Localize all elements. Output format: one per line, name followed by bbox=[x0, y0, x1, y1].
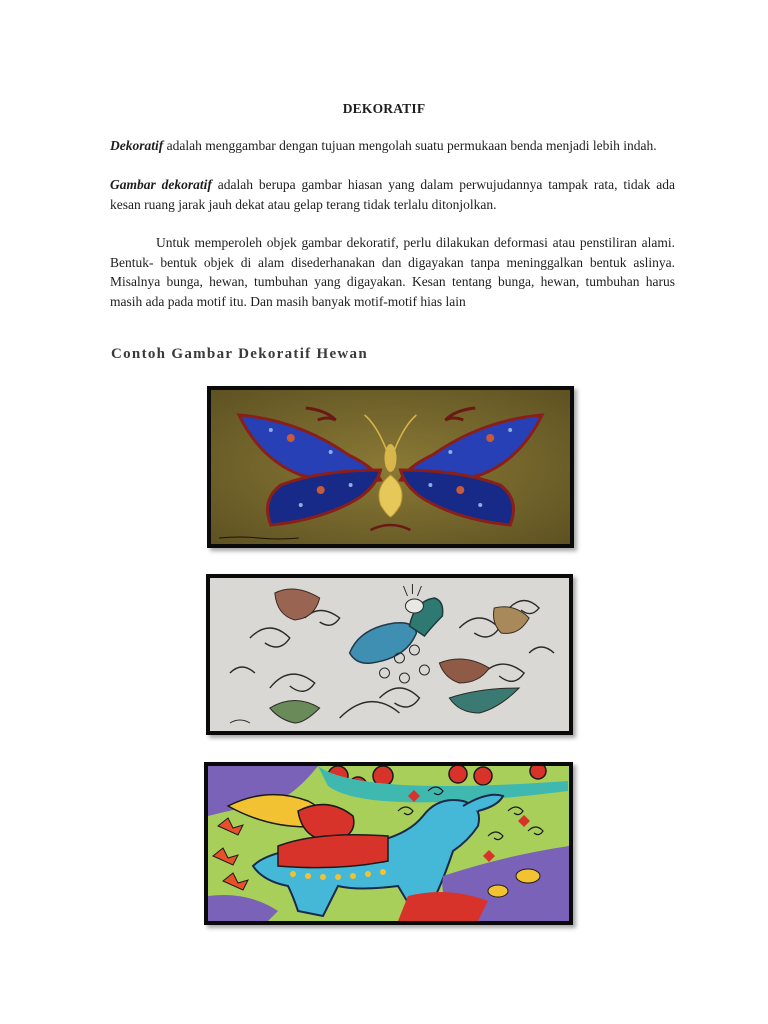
figure-peacock bbox=[206, 574, 573, 735]
peacock-illustration-icon bbox=[210, 578, 569, 731]
term-dekoratif: Dekoratif bbox=[110, 138, 164, 153]
butterfly-illustration-icon bbox=[211, 390, 570, 544]
term-gambar-dekoratif: Gambar dekoratif bbox=[110, 177, 212, 192]
definition-text: adalah berupa gambar hiasan yang dalam perwujudannya tampak rata, tidak ada kesan ruang jarak jauh dekat atau gelap terang tidak terlalu ditonjolkan. bbox=[110, 177, 675, 212]
body-paragraph: Untuk memperoleh objek gambar dekoratif, perlu dilakukan deformasi atau penstiliran alami. Bentuk- bentuk objek di alam disederhanakan dan digayakan tanpa meninggalkan bentuk aslinya. Misalnya bunga, hewan, tumbuhan yang digayakan. Kesan tentang bunga, hewan, tumbuhan harus masih ada pada motif itu. Dan masih banyak motif-motif hias lain bbox=[110, 235, 675, 309]
definition-text: adalah menggambar dengan tujuan mengolah suatu permukaan benda menjadi lebih indah. bbox=[163, 138, 657, 153]
figure-butterfly bbox=[207, 386, 574, 548]
definition-dekoratif bbox=[110, 136, 675, 156]
figure-elephant bbox=[204, 762, 573, 925]
definition-gambar-dekoratif bbox=[110, 175, 675, 214]
section-heading: Contoh Gambar Dekoratif Hewan bbox=[111, 346, 369, 362]
document-title: DEKORATIF bbox=[342, 101, 426, 116]
elephant-illustration-icon bbox=[208, 766, 569, 921]
